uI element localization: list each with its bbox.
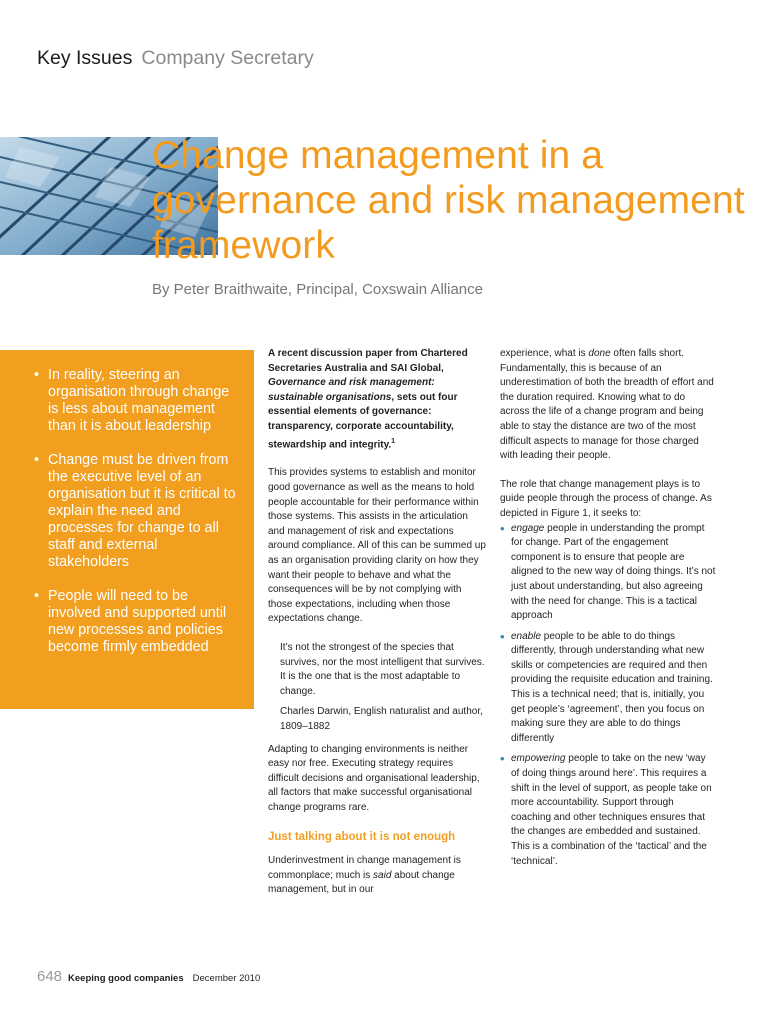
pull-quote-item: • In reality, steering an organisation through change is less about management than it is about leadership xyxy=(34,367,239,435)
article-title: Change management in a governance and risk management framework xyxy=(152,134,745,267)
pull-quote-list xyxy=(34,367,239,673)
lead-text: A recent discussion paper from Chartered Secretaries Australia and SAI Global, xyxy=(268,348,468,374)
lead-title-italic: Governance and risk management: sustainable organisations xyxy=(268,377,435,403)
body-paragraph xyxy=(268,854,486,898)
body-text: about change management, but in our xyxy=(268,869,455,896)
body-paragraph: This provides systems to establish and monitor good governance as well as the means to hold people accountable for their performance within those systems. This assists in the articulation and management of risk and expectations around compliance. All of this can be summed up as an organisation providing clarity on how they want their people to behave and what the consequences will be by not complying with those expectations, including when those expectations change. xyxy=(268,467,486,625)
quote-attribution: Charles Darwin, English naturalist and author, 1809–1882 xyxy=(280,706,483,732)
article-column-2 xyxy=(500,347,716,875)
pull-quote-item: • Change must be driven from the executive level of an organisation but it is critical to explain the need and processes for change to all staff and external stakeholders xyxy=(34,452,239,571)
body-text-italic: said xyxy=(373,869,392,881)
body-text: Underinvestment in change management is commonplace; much is xyxy=(268,855,461,881)
section-label: Key Issues xyxy=(37,47,133,69)
body-text: experience, what is xyxy=(500,348,589,359)
article-byline: By Peter Braithwaite, Principal, Coxswain Alliance xyxy=(152,281,483,298)
list-item xyxy=(500,630,716,747)
bullet-text: people to be able to do things differently, through understanding what new skills or competencies are required and then providing the requisite education and training. This is a technical need; that is, initially, you get people’s ‘agreement’, then you focus on making sure they are able to do things differently xyxy=(511,630,713,744)
issue-date: December 2010 xyxy=(192,973,261,984)
body-paragraph xyxy=(500,347,716,464)
lead-text: , sets out four essential elements of governance: transparency, corporate accountability, stewardship and integrity. xyxy=(268,391,458,450)
bullet-list xyxy=(500,522,716,870)
bullet-term: empowering xyxy=(511,753,566,765)
body-paragraph: Adapting to changing environments is neither easy nor free. Executing strategy requires difficult decisions and organisational leadership, all factors that make successful organisational change programs rare. xyxy=(268,743,480,813)
article-column-1 xyxy=(268,347,486,898)
list-item xyxy=(500,522,716,624)
subsection-label: Company Secretary xyxy=(141,47,314,69)
body-text-italic: done xyxy=(588,348,611,359)
bullet-term: enable xyxy=(511,630,542,642)
bullet-text: people in understanding the prompt for change. Part of the engagement component is to ensure that people are aligned to the new way of doing things. It’s not just about understanding, but also agreeing with the need for change. This is a tactical approach xyxy=(511,522,716,622)
body-paragraph: The role that change management plays is to guide people through the process of change. As depicted in Figure 1, it seeks to: xyxy=(500,478,712,519)
publication-name: Keeping good companies xyxy=(68,973,184,984)
block-quote: It’s not the strongest of the species that survives, nor the most intelligent that survives. It is the one that is the most adaptable to change. xyxy=(280,642,485,697)
bullet-text: people to take on the new ‘way of doing things around here’. This requires a shift in the level of support, as people take on more accountability. Support through coaching and other techniques ensures that the changes are embedded and sustained. This is a combination of the ‘tactical’ and the ‘technical’. xyxy=(511,753,712,867)
page-number: 648 xyxy=(37,968,63,985)
body-text: often falls short. Fundamentally, this is because of an underestimation of both the breadth of effort and the duration required. Knowing what to do across the life of a change program and being able to stay the distance are two of the most difficult aspects to manage for those charged with leading their people. xyxy=(500,348,714,462)
pull-quote-item: • People will need to be involved and supported until new processes and policies become firmly embedded xyxy=(34,588,239,656)
section-header xyxy=(37,47,314,70)
footnote-marker: 1 xyxy=(391,437,396,445)
page-footer xyxy=(37,968,260,986)
section-subhead: Just talking about it is not enough xyxy=(268,830,456,843)
list-item xyxy=(500,752,716,869)
pull-quote-box xyxy=(0,350,254,709)
bullet-term: engage xyxy=(511,522,545,534)
lead-paragraph xyxy=(268,347,486,452)
